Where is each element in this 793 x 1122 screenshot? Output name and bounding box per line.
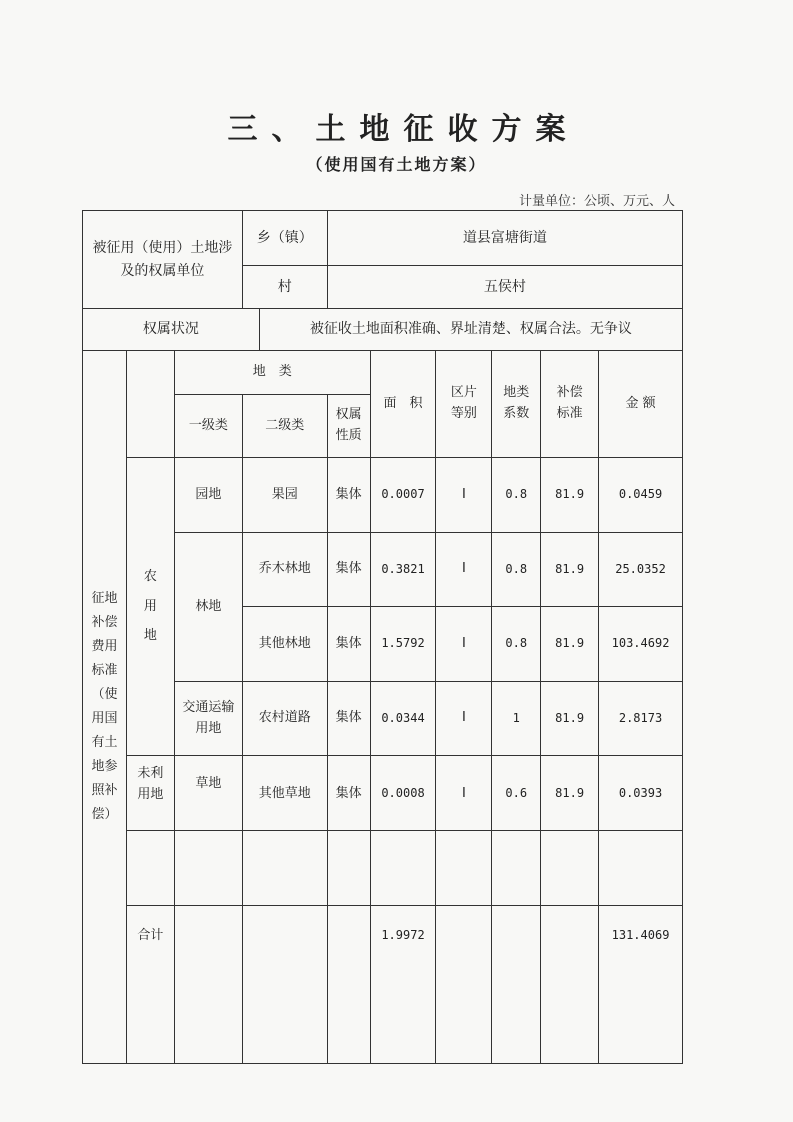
header-blank <box>126 351 174 458</box>
land-acquisition-table <box>82 210 683 1064</box>
row-ownership: 集体 <box>327 533 370 607</box>
township-value: 道县富塘街道 <box>327 211 682 266</box>
row-zone: Ⅰ <box>436 458 492 533</box>
row-coef: 1 <box>492 682 541 756</box>
header-coef <box>492 351 541 458</box>
header-area: 面 积 <box>370 351 436 458</box>
empty-cell <box>174 831 242 906</box>
empty-cell <box>370 831 436 906</box>
total-area: 1.9972 <box>370 906 436 1064</box>
row-coef: 0.8 <box>492 607 541 682</box>
empty-cell <box>541 831 599 906</box>
group-unused-text: 未利用地 <box>137 766 164 802</box>
header-amount: 金 额 <box>599 351 683 458</box>
village-value: 五侯村 <box>327 266 682 309</box>
row-ownership: 集体 <box>327 607 370 682</box>
page-subtitle: （使用国有土地方案） <box>306 155 487 174</box>
row-amount: 103.4692 <box>599 607 683 682</box>
row-ownership: 集体 <box>327 458 370 533</box>
unit-note: 计量单位：公顷、万元、人 <box>518 194 675 209</box>
row-ownership: 集体 <box>327 756 370 831</box>
row-area: 1.5792 <box>370 607 436 682</box>
header-coef-text: 地类系数 <box>503 385 530 421</box>
empty-cell <box>599 831 683 906</box>
table-row <box>83 756 683 831</box>
total-row <box>83 906 683 1064</box>
group-agri-text: 农用地 <box>143 568 157 644</box>
row-standard: 81.9 <box>541 533 599 607</box>
empty-cell <box>327 831 370 906</box>
header-zone <box>436 351 492 458</box>
ownership-status-value: 被征收土地面积准确、界址清楚、权属合法。无争议 <box>259 309 682 351</box>
total-amount: 131.4069 <box>599 906 683 1064</box>
empty-cell <box>126 831 174 906</box>
row-zone: Ⅰ <box>436 607 492 682</box>
row-standard: 81.9 <box>541 682 599 756</box>
row-amount: 0.0459 <box>599 458 683 533</box>
row-coef: 0.8 <box>492 458 541 533</box>
level1-caodi: 草地 <box>174 756 242 831</box>
empty-cell <box>327 906 370 1064</box>
empty-cell <box>436 906 492 1064</box>
row-zone: Ⅰ <box>436 533 492 607</box>
level1-jiaotong <box>174 682 242 756</box>
empty-cell <box>541 906 599 1064</box>
empty-cell <box>174 906 242 1064</box>
township-label: 乡（镇） <box>242 211 327 266</box>
level1-jiaotong-text: 交通运输用地 <box>182 699 235 736</box>
ownership-unit-label <box>83 211 243 309</box>
empty-cell <box>436 831 492 906</box>
header-land-type: 地 类 <box>174 351 370 395</box>
header-standard <box>541 351 599 458</box>
row-coef: 0.6 <box>492 756 541 831</box>
total-label: 合计 <box>126 906 174 1064</box>
header-level1: 一级类 <box>174 395 242 458</box>
header-ownership <box>327 395 370 458</box>
empty-cell <box>492 831 541 906</box>
row-level2: 其他林地 <box>242 607 327 682</box>
ownership-unit-label-text: 被征用（使用）土地涉及的权属单位 <box>92 240 233 279</box>
row-area: 0.0344 <box>370 682 436 756</box>
row-level2: 其他草地 <box>242 756 327 831</box>
village-label: 村 <box>242 266 327 309</box>
compensation-side-label <box>83 351 127 1064</box>
row-level2: 果园 <box>242 458 327 533</box>
level1-yuandi: 园地 <box>174 458 242 533</box>
empty-cell <box>492 906 541 1064</box>
row-standard: 81.9 <box>541 756 599 831</box>
row-ownership: 集体 <box>327 682 370 756</box>
empty-cell <box>242 906 327 1064</box>
row-level2: 农村道路 <box>242 682 327 756</box>
table-row <box>83 458 683 533</box>
compensation-side-label-text: 征地补偿费用标准（使用国有土地参照补偿） <box>91 590 118 823</box>
row-area: 0.0008 <box>370 756 436 831</box>
ownership-status-label: 权属状况 <box>83 309 260 351</box>
row-amount: 2.8173 <box>599 682 683 756</box>
level1-lindi: 林地 <box>174 533 242 682</box>
row-amount: 25.0352 <box>599 533 683 607</box>
group-agri <box>126 458 174 756</box>
group-unused <box>126 756 174 831</box>
row-amount: 0.0393 <box>599 756 683 831</box>
row-coef: 0.8 <box>492 533 541 607</box>
header-standard-text: 补偿标准 <box>556 385 583 421</box>
row-standard: 81.9 <box>541 607 599 682</box>
empty-cell <box>242 831 327 906</box>
row-zone: Ⅰ <box>436 682 492 756</box>
page-title: 三、土地征收方案 <box>227 112 580 147</box>
row-area: 0.0007 <box>370 458 436 533</box>
table-row-empty <box>83 831 683 906</box>
header-ownership-text: 权属性质 <box>335 407 362 443</box>
row-zone: Ⅰ <box>436 756 492 831</box>
row-level2: 乔木林地 <box>242 533 327 607</box>
header-level2: 二级类 <box>242 395 327 458</box>
header-zone-text: 区片等别 <box>450 385 477 421</box>
row-area: 0.3821 <box>370 533 436 607</box>
row-standard: 81.9 <box>541 458 599 533</box>
